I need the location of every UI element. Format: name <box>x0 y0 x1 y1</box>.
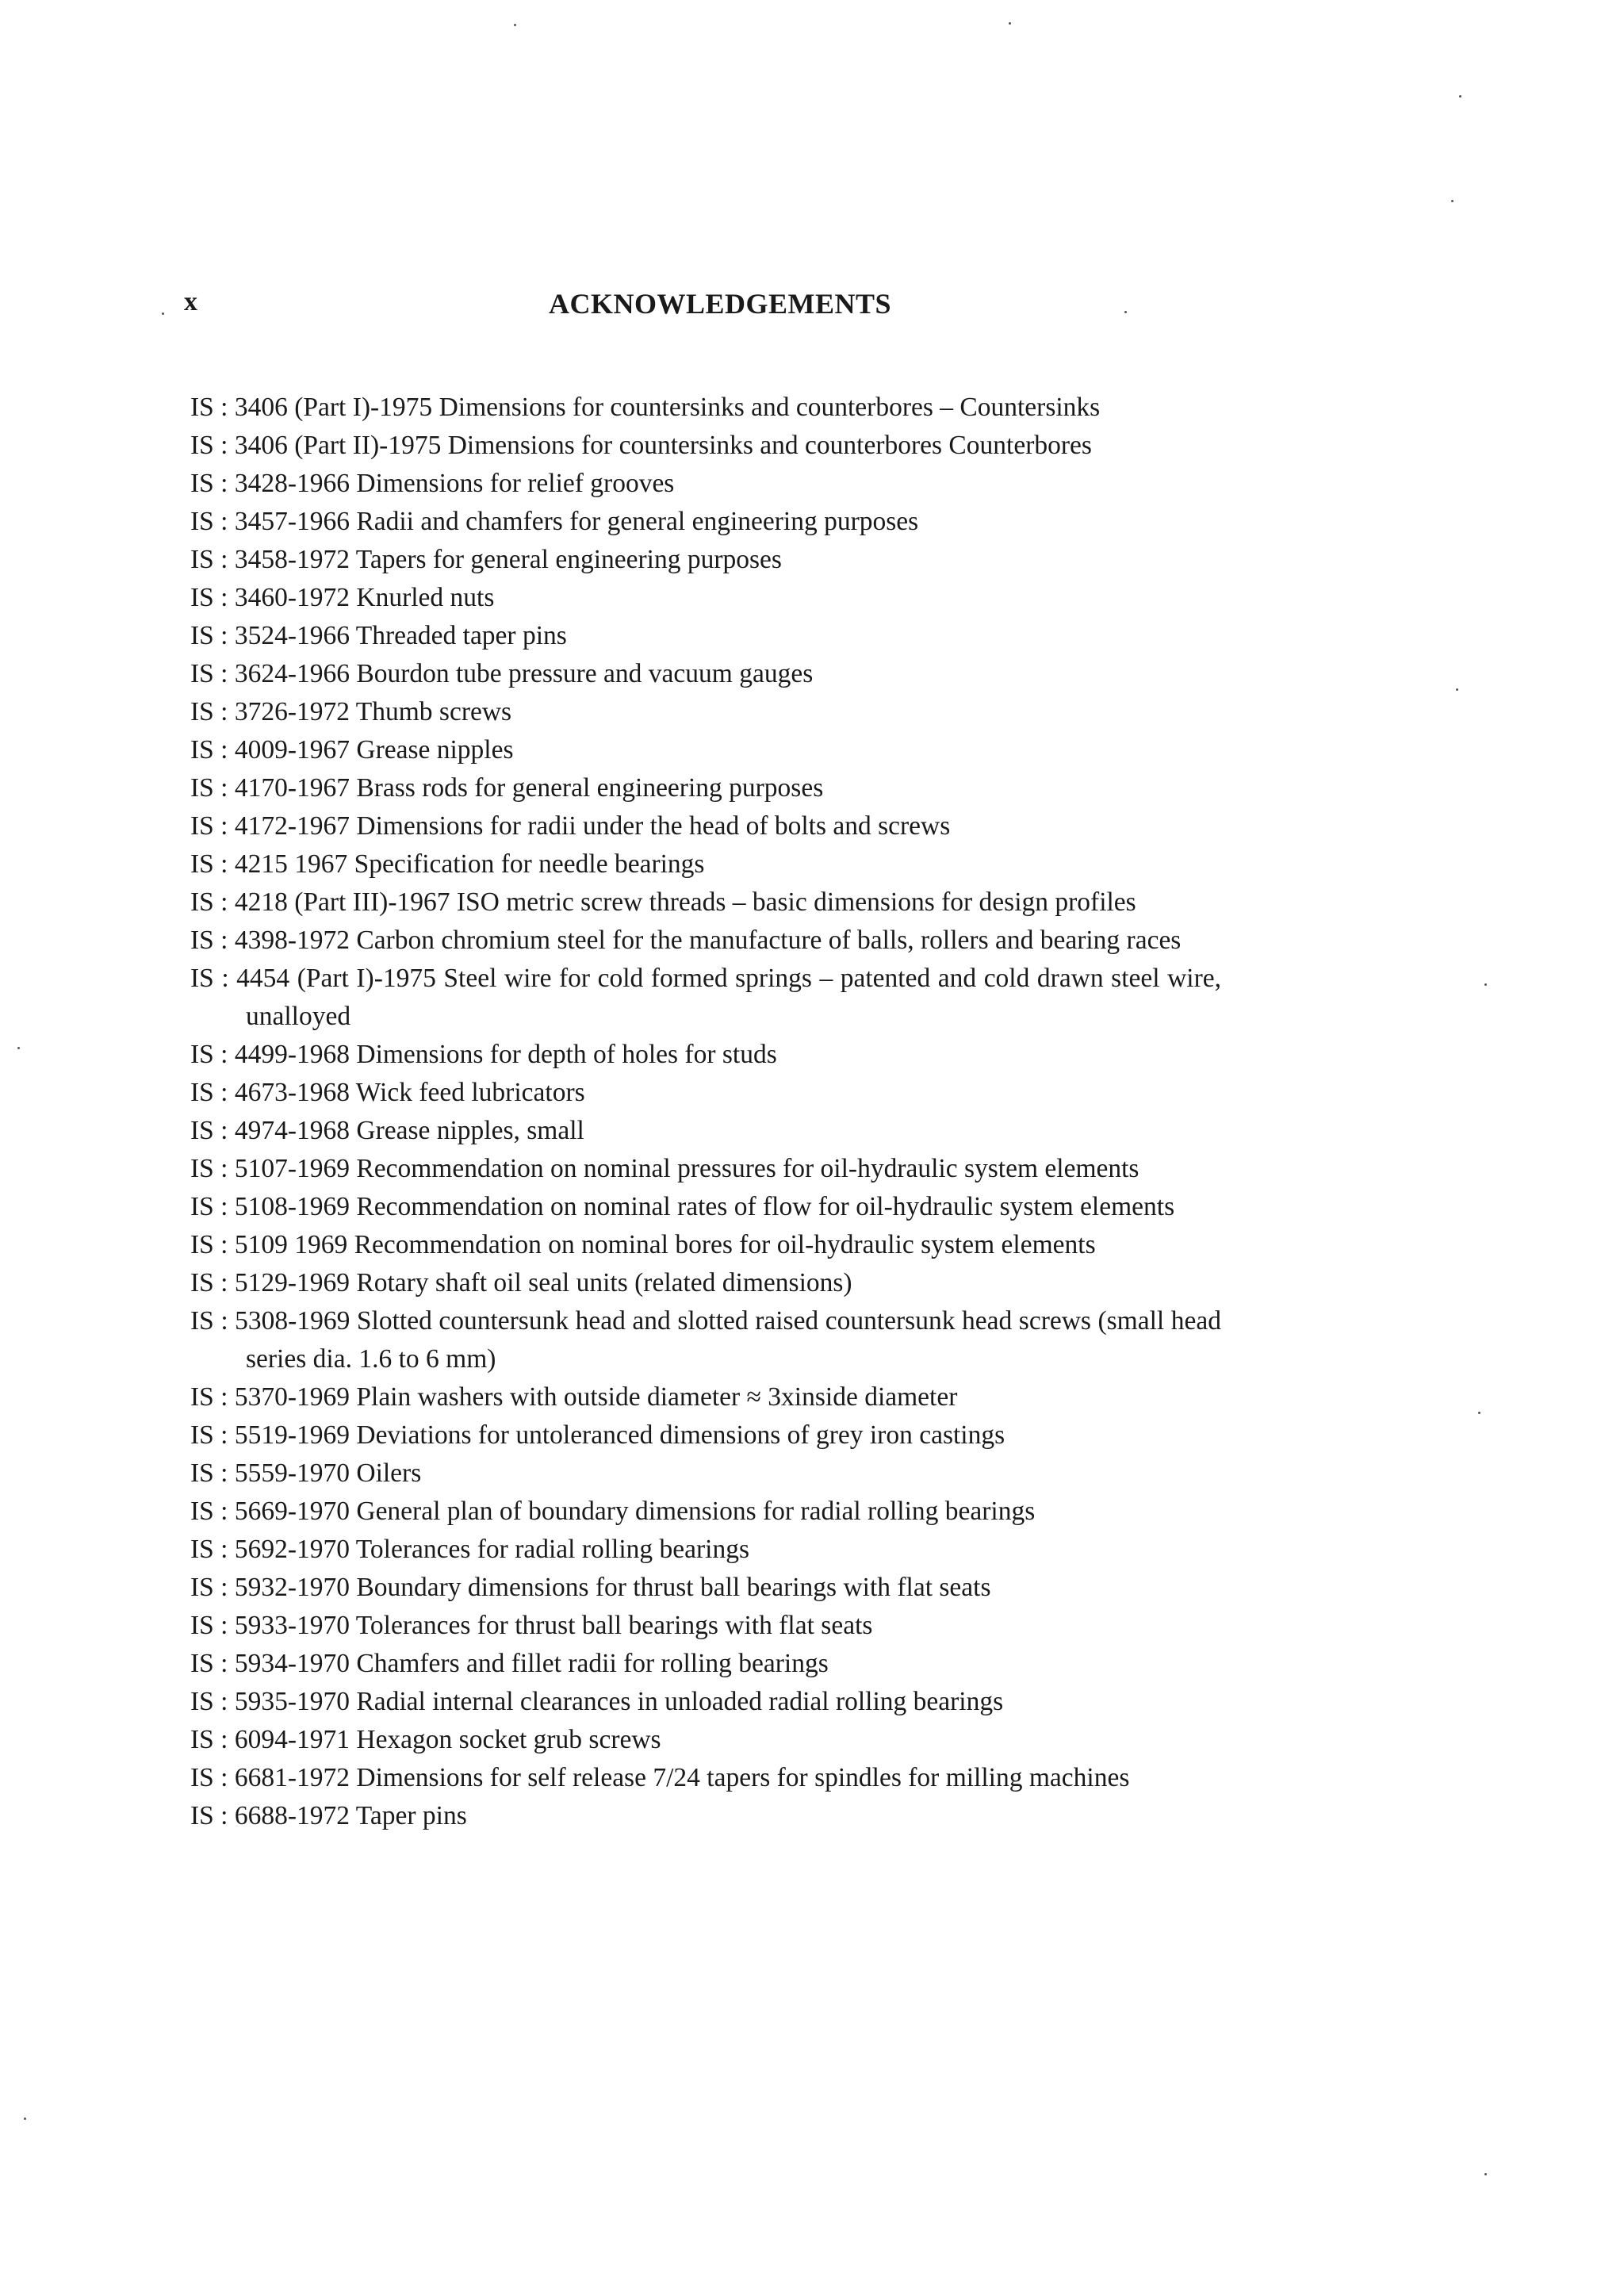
standard-title: Dimensions for relief grooves <box>356 469 675 498</box>
standard-code: IS : 4974-1968 <box>190 1116 350 1145</box>
standard-code: IS : 4172-1967 <box>190 811 350 841</box>
standard-code: IS : 4218 (Part III)-1967 <box>190 887 450 917</box>
list-item <box>190 503 1221 541</box>
scan-speck <box>1124 311 1127 313</box>
list-item <box>190 389 1221 427</box>
standard-title: Recommendation on nominal bores for oil-hydraulic system elements <box>354 1230 1096 1259</box>
list-item <box>190 1378 1221 1416</box>
list-item <box>190 1226 1221 1264</box>
list-item <box>190 1416 1221 1455</box>
standard-code: IS : 5935-1970 <box>190 1687 350 1716</box>
standard-code: IS : 3460-1972 <box>190 583 350 612</box>
list-item <box>190 1683 1221 1721</box>
list-item <box>190 1302 1221 1378</box>
standard-title: Thumb screws <box>355 697 512 726</box>
list-item <box>190 1112 1221 1150</box>
list-item <box>190 1074 1221 1112</box>
standard-title: Wick feed lubricators <box>355 1078 585 1107</box>
standard-code: IS : 5933-1970 <box>190 1611 350 1640</box>
standard-title: Specification for needle bearings <box>354 849 705 879</box>
standard-title: Recommendation on nominal pressures for oil-hydraulic system elements <box>356 1154 1139 1183</box>
standard-title: Taper pins <box>355 1801 467 1830</box>
standard-code: IS : 6681-1972 <box>190 1763 350 1792</box>
standard-code: IS : 4499-1968 <box>190 1040 350 1069</box>
standard-code: IS : 4170-1967 <box>190 773 350 803</box>
running-title: ACKNOWLEDGEMENTS <box>549 288 892 320</box>
list-item <box>190 1721 1221 1759</box>
list-item <box>190 465 1221 503</box>
scan-speck <box>24 2118 26 2120</box>
standard-title: Dimensions for radii under the head of bolts and screws <box>356 811 951 841</box>
list-item <box>190 1455 1221 1493</box>
scan-speck <box>1484 2173 1487 2175</box>
standard-code: IS : 3457-1966 <box>190 507 350 536</box>
standard-title: Threaded taper pins <box>355 621 567 650</box>
standard-title: Brass rods for general engineering purposes <box>356 773 824 803</box>
standard-code: IS : 5107-1969 <box>190 1154 350 1183</box>
list-item <box>190 883 1221 922</box>
standard-code: IS : 4009-1967 <box>190 735 350 765</box>
list-item <box>190 960 1221 1036</box>
standard-code: IS : 4398-1972 <box>190 926 350 955</box>
scan-speck <box>1451 200 1454 202</box>
standard-title: Rotary shaft oil seal units (related dimensions) <box>356 1268 852 1297</box>
page-number: x <box>184 287 197 316</box>
list-item <box>190 731 1221 769</box>
standard-title: Bourdon tube pressure and vacuum gauges <box>356 659 814 688</box>
list-item <box>190 1493 1221 1531</box>
standard-code: IS : 5692-1970 <box>190 1535 350 1564</box>
standard-code: IS : 4673-1968 <box>190 1078 350 1107</box>
list-item <box>190 1607 1221 1645</box>
list-item <box>190 1188 1221 1226</box>
list-item <box>190 427 1221 465</box>
standard-code: IS : 3624-1966 <box>190 659 350 688</box>
list-item <box>190 1264 1221 1302</box>
standard-code: IS : 5129-1969 <box>190 1268 350 1297</box>
standards-list <box>190 389 1221 1835</box>
standard-code: IS : 3726-1972 <box>190 697 350 726</box>
scan-speck <box>1009 22 1011 25</box>
list-item <box>190 1759 1221 1797</box>
list-item <box>190 579 1221 617</box>
list-item <box>190 1150 1221 1188</box>
standard-title: Radial internal clearances in unloaded radial rolling bearings <box>356 1687 1004 1716</box>
standard-code: IS : 3406 (Part I)-1975 <box>190 393 433 422</box>
standard-title: ISO metric screw threads – basic dimensions for design profiles <box>456 887 1136 917</box>
standard-title: Dimensions for countersinks and counterbores – Countersinks <box>439 393 1101 422</box>
scan-speck <box>162 312 164 315</box>
list-item <box>190 922 1221 960</box>
standard-code: IS : 5308-1969 <box>190 1306 350 1336</box>
list-item <box>190 1797 1221 1835</box>
scan-speck <box>514 24 516 26</box>
standard-code: IS : 5108-1969 <box>190 1192 350 1221</box>
standard-code: IS : 4454 (Part I)-1975 <box>190 964 436 993</box>
standard-title: Oilers <box>356 1458 422 1488</box>
list-item <box>190 769 1221 807</box>
standard-code: IS : 5370-1969 <box>190 1382 350 1412</box>
standard-code: IS : 3428-1966 <box>190 469 350 498</box>
standard-title: Deviations for untoleranced dimensions of grey iron castings <box>356 1420 1005 1450</box>
standard-code: IS : 4215 1967 <box>190 849 348 879</box>
standard-title: Knurled nuts <box>356 583 495 612</box>
standard-title: Tapers for general engineering purposes <box>355 545 782 574</box>
standard-code: IS : 3406 (Part II)-1975 <box>190 431 442 460</box>
scan-speck <box>1459 95 1461 98</box>
standard-code: IS : 5519-1969 <box>190 1420 350 1450</box>
standard-title: Plain washers with outside diameter ≈ 3xinside diameter <box>356 1382 958 1412</box>
standard-title: Tolerances for thrust ball bearings with flat seats <box>355 1611 873 1640</box>
standard-title: Hexagon socket grub screws <box>356 1725 661 1754</box>
standard-code: IS : 5559-1970 <box>190 1458 350 1488</box>
standard-title: Dimensions for countersinks and counterbores Counterbores <box>447 431 1092 460</box>
scan-speck <box>1478 1412 1480 1414</box>
list-item <box>190 541 1221 579</box>
standard-code: IS : 5109 1969 <box>190 1230 348 1259</box>
list-item <box>190 845 1221 883</box>
page-header <box>184 287 1215 327</box>
standard-title: Grease nipples <box>356 735 514 765</box>
standard-code: IS : 3524-1966 <box>190 621 350 650</box>
standard-title: Slotted countersunk head and slotted raised countersunk head screws (small head series dia. 1.6 to 6 mm) <box>246 1306 1222 1374</box>
standard-title: Dimensions for depth of holes for studs <box>356 1040 777 1069</box>
standard-title: Dimensions for self release 7/24 tapers for spindles for milling machines <box>356 1763 1130 1792</box>
standard-title: Recommendation on nominal rates of flow for oil-hydraulic system elements <box>356 1192 1175 1221</box>
standard-title: Radii and chamfers for general engineering purposes <box>356 507 919 536</box>
standard-title: Carbon chromium steel for the manufacture of balls, rollers and bearing races <box>356 926 1182 955</box>
standard-title: Boundary dimensions for thrust ball bearings with flat seats <box>356 1573 991 1602</box>
standard-title: General plan of boundary dimensions for radial rolling bearings <box>356 1497 1036 1526</box>
standard-code: IS : 3458-1972 <box>190 545 350 574</box>
standard-title: Tolerances for radial rolling bearings <box>355 1535 750 1564</box>
list-item <box>190 693 1221 731</box>
list-item <box>190 655 1221 693</box>
standard-code: IS : 5932-1970 <box>190 1573 350 1602</box>
standard-title: Chamfers and fillet radii for rolling bearings <box>356 1649 829 1678</box>
list-item <box>190 1569 1221 1607</box>
standard-code: IS : 5669-1970 <box>190 1497 350 1526</box>
list-item <box>190 617 1221 655</box>
standard-code: IS : 5934-1970 <box>190 1649 350 1678</box>
list-item <box>190 1531 1221 1569</box>
standard-title: Steel wire for cold formed springs – patented and cold drawn steel wire, unalloyed <box>246 964 1222 1031</box>
list-item <box>190 1645 1221 1683</box>
standard-code: IS : 6094-1971 <box>190 1725 350 1754</box>
scan-speck <box>17 1047 20 1049</box>
list-item <box>190 1036 1221 1074</box>
standard-title: Grease nipples, small <box>356 1116 584 1145</box>
standard-code: IS : 6688-1972 <box>190 1801 350 1830</box>
scan-speck <box>1484 983 1487 986</box>
list-item <box>190 807 1221 845</box>
scan-speck <box>1456 688 1458 691</box>
